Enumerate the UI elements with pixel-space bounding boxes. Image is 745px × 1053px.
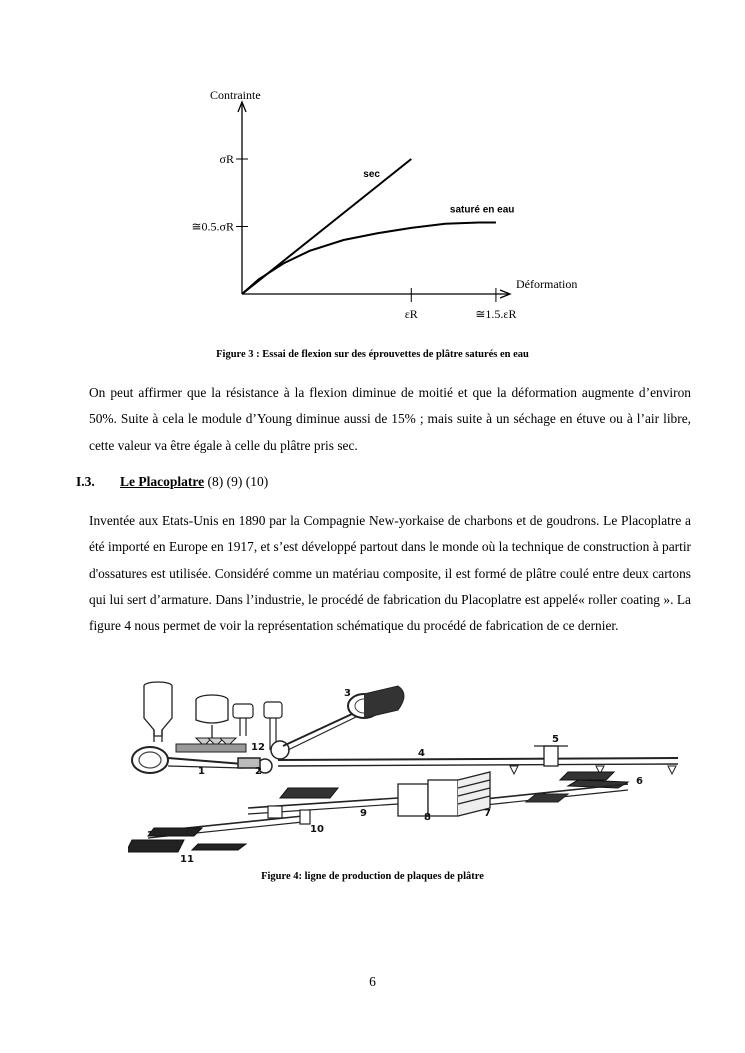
diagram-label-7: 7	[484, 808, 491, 819]
series-line-2	[242, 222, 496, 294]
series-label-2: saturé en eau	[449, 204, 515, 216]
diagram-label-9: 9	[360, 808, 367, 819]
stress-strain-chart	[180, 82, 600, 327]
diagram-label-12: 12	[251, 742, 265, 753]
y-tick-label: σR	[219, 152, 234, 166]
x-tick-label: ≅1.5.εR	[475, 307, 517, 321]
chart-axes	[191, 88, 577, 321]
y-tick-label: ≅0.5.σR	[191, 219, 234, 234]
diagram-label-8: 8	[424, 812, 431, 823]
section-number: I.3.	[76, 474, 95, 489]
diagram-label-3: 3	[344, 688, 351, 699]
x-axis-label: Déformation	[516, 277, 578, 291]
paragraph-2: Inventée aux Etats-Unis en 1890 par la Compagnie New-yorkaise de charbons et de goudrons. Le Placoplatre a été importé en Europe en 1917, et s’est développé partout dans le monde où la technique de construction à partir d'ossatures est utilisée. Considéré comme un matériau composite, il est formé de plâtre coulé entre deux cartons qui lui sert d’armature. Dans l’industrie, le procédé de fabrication du Placoplatre est appelé« roller coating ». La figure 4 nous permet de voir la représentation schématique du procédé de fabrication de ce dernier.	[89, 513, 691, 634]
figure-4-caption: Figure 4: ligne de production de plaques de plâtre	[261, 871, 484, 882]
series-label-1: sec	[363, 169, 380, 180]
diagram-label-2: 2	[255, 766, 262, 777]
y-axis-label: Contrainte	[210, 88, 261, 102]
diagram-label-6: 6	[636, 776, 643, 787]
section-title: Le Placoplatre	[120, 474, 205, 489]
figure-3-caption: Figure 3 : Essai de flexion sur des éprouvettes de plâtre saturés en eau	[216, 349, 529, 360]
x-tick-label: εR	[404, 307, 418, 321]
paragraph-1: On peut affirmer que la résistance à la flexion diminue de moitié et que la déformation augmente d’environ 50%. Suite à cela le module d’Young diminue aussi de 15% ; mais suite à un séchage en étuve ou à l’air libre, cette valeur va être égale à celle du plâtre pris sec.	[89, 385, 691, 453]
diagram-label-11: 11	[180, 854, 194, 865]
chart-marks	[242, 159, 514, 294]
diagram-label-1: 1	[198, 766, 205, 777]
diagram-label-4: 4	[418, 748, 425, 759]
page-number: 6	[369, 974, 376, 989]
diagram-label-10: 10	[310, 824, 324, 835]
diagram-label-5: 5	[552, 734, 559, 745]
section-refs: (8) (9) (10)	[204, 474, 269, 489]
section-heading	[76, 473, 268, 491]
production-line-diagram	[128, 680, 684, 865]
